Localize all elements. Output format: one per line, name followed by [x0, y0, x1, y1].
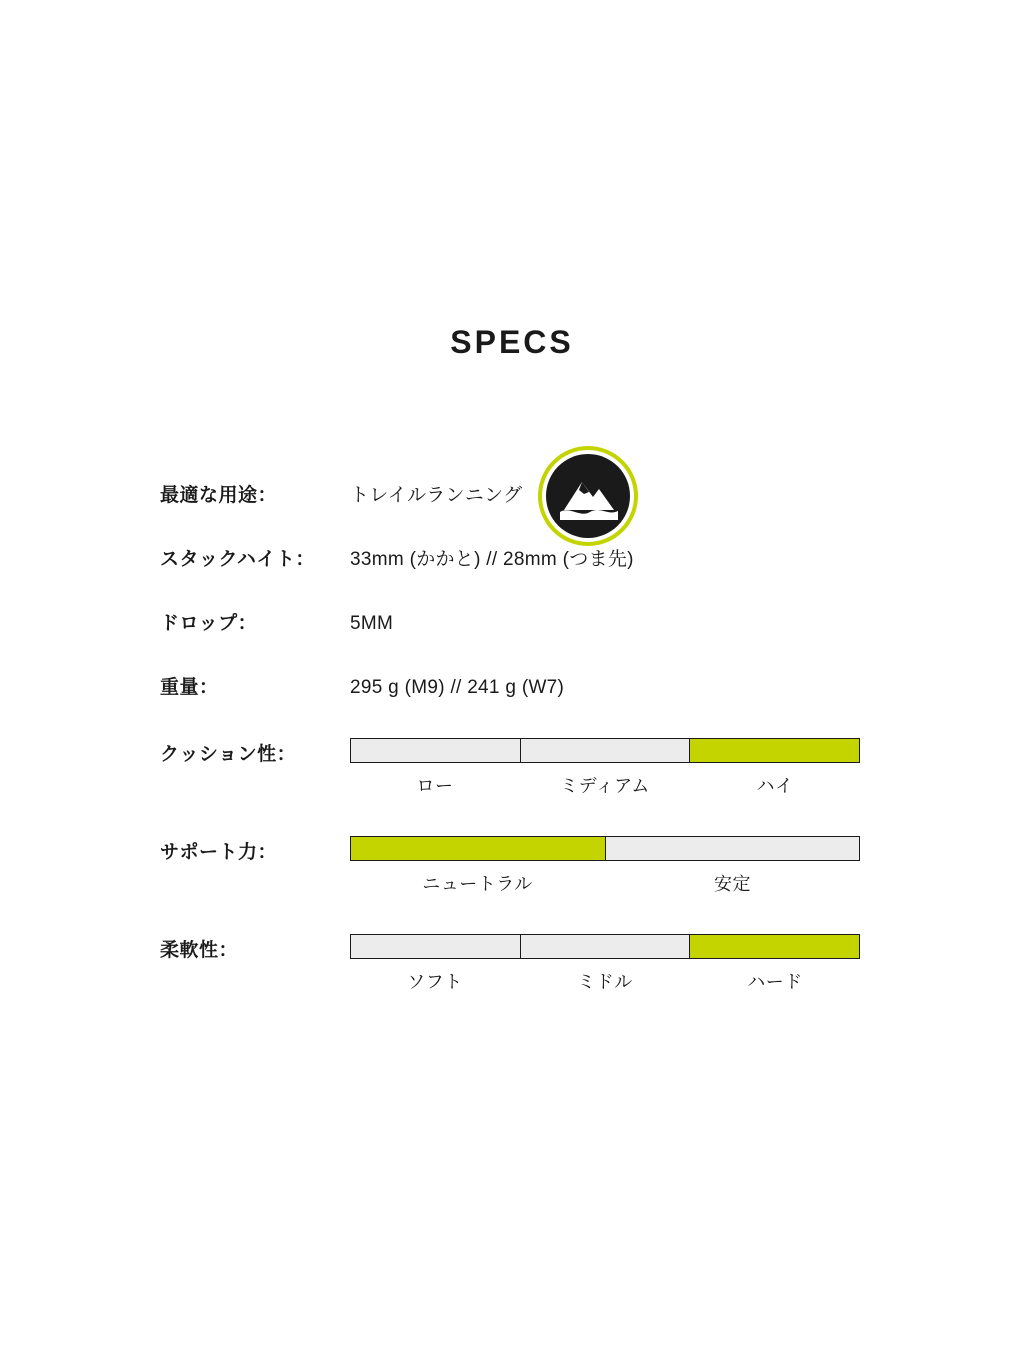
spec-label-weight: 重量： — [160, 677, 219, 698]
spec-row-stack-height — [160, 546, 920, 610]
meter-segment — [521, 935, 691, 958]
meter-segment-label: ソフト — [407, 972, 463, 992]
meter-segment — [690, 739, 859, 762]
meter-track-support — [350, 836, 860, 861]
page-title: SPECS — [450, 324, 574, 360]
mountain-icon — [546, 454, 630, 538]
meter-segment — [351, 837, 606, 860]
meter-segment-label: ハイ — [756, 776, 794, 796]
meter-segment — [521, 739, 691, 762]
meter-segment — [351, 935, 521, 958]
meter-labels-flexibility — [350, 968, 860, 994]
meter-segment-label: ロー — [416, 776, 454, 796]
spec-label-support: サポート力： — [160, 842, 278, 863]
mountain-badge — [538, 446, 638, 546]
spec-value-weight: 295 g (M9) // 241 g (W7) — [350, 677, 565, 698]
spec-row-flexibility — [160, 934, 920, 1032]
meter-segment — [606, 837, 860, 860]
meter-segment — [690, 935, 859, 958]
meter-track-cushioning — [350, 738, 860, 763]
spec-label-flexibility: 柔軟性： — [160, 940, 239, 961]
meter-segment-label: ミドル — [577, 972, 633, 992]
meter-track-flexibility — [350, 934, 860, 959]
meter-labels-support — [350, 870, 860, 896]
spec-label-drop: ドロップ： — [160, 613, 258, 634]
spec-label-stack-height: スタックハイト： — [160, 549, 315, 570]
spec-row-cushioning — [160, 738, 920, 836]
spec-row-weight — [160, 674, 920, 738]
spec-label-best-use: 最適な用途： — [160, 485, 278, 506]
meter-segment-label: ニュートラル — [422, 874, 533, 894]
spec-value-best-use-group — [350, 446, 638, 546]
meter-flexibility — [350, 934, 860, 994]
meter-segment-label: ハード — [747, 972, 803, 992]
meter-segment-label: 安定 — [714, 874, 751, 894]
meter-segment — [351, 739, 521, 762]
spec-row-drop — [160, 610, 920, 674]
meter-segment-label: ミディアム — [560, 776, 650, 796]
spec-value-stack-height: 33mm (かかと) // 28mm (つま先) — [350, 549, 634, 570]
meter-labels-cushioning — [350, 772, 860, 798]
meter-cushioning — [350, 738, 860, 798]
spec-row-best-use — [160, 446, 920, 546]
spec-label-cushioning: クッション性： — [160, 744, 297, 765]
spec-row-support — [160, 836, 920, 934]
spec-list — [160, 446, 920, 1032]
spec-value-best-use: トレイルランニング — [350, 485, 523, 506]
meter-support — [350, 836, 860, 896]
spec-value-drop: 5MM — [350, 613, 394, 634]
